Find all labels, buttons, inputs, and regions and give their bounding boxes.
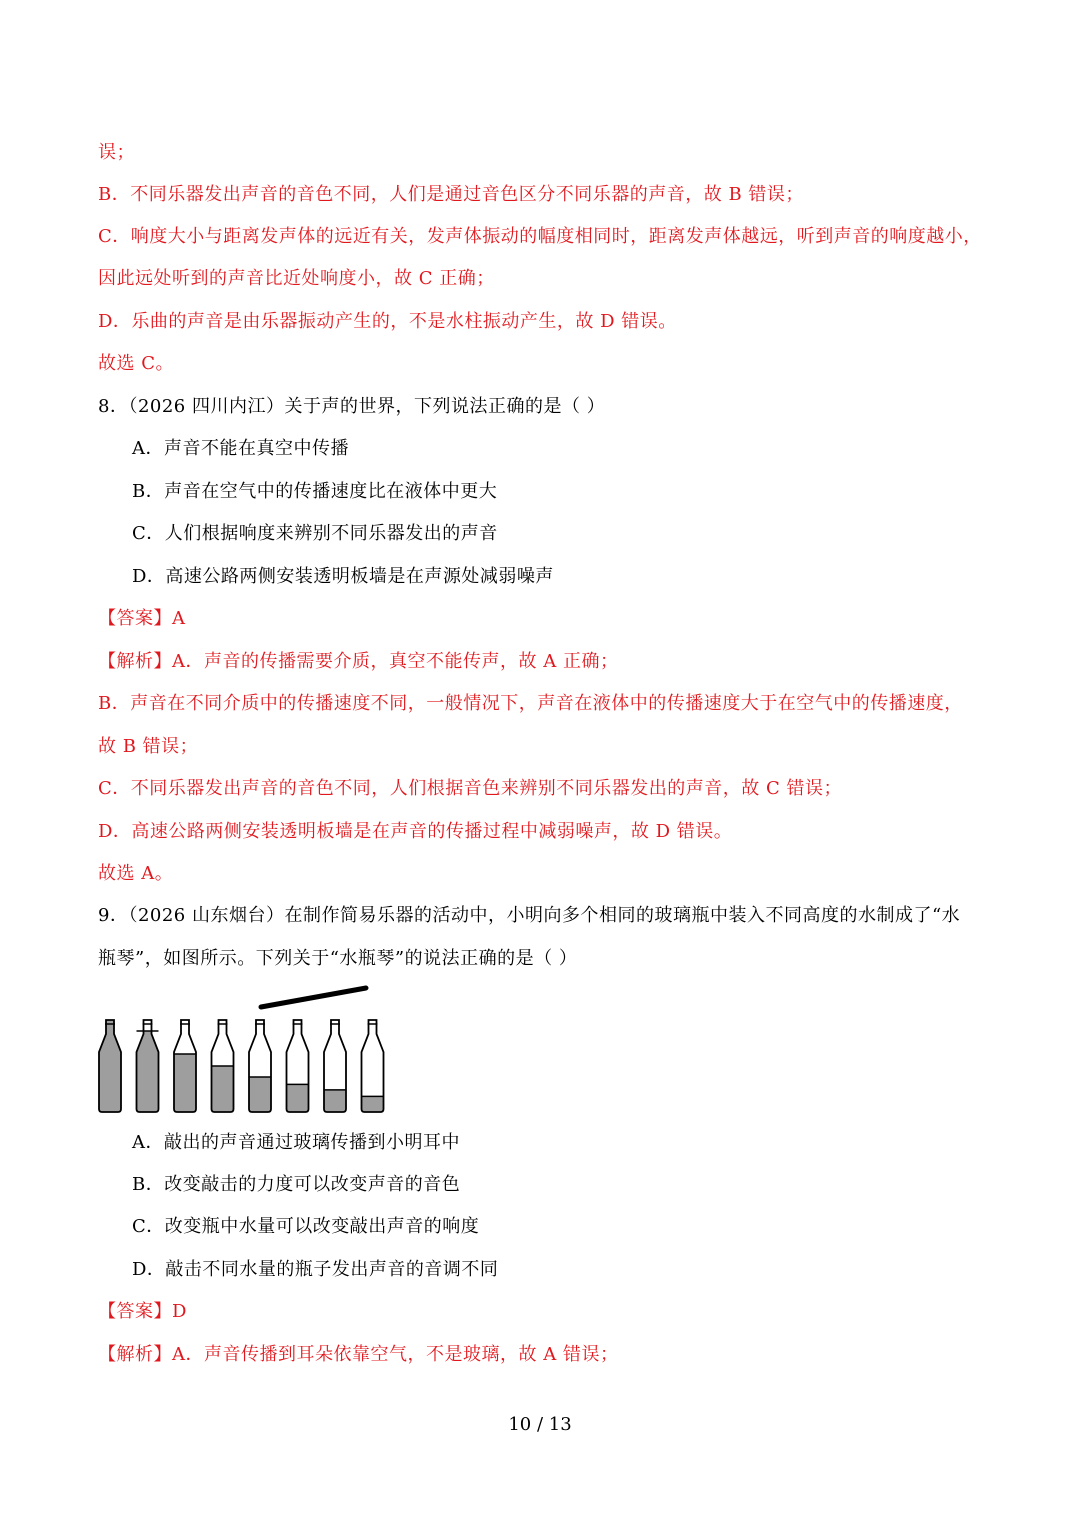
analysis-tag: 【解析】 [98, 1344, 172, 1365]
q8-analysis-b: B．声音在不同介质中的传播速度不同，一般情况下，声音在液体中的传播速度大于在空气中的传播速度， [98, 693, 963, 714]
analysis-tag: 【解析】 [98, 651, 172, 672]
bottle-water [247, 1077, 273, 1114]
q8-option-d: D．高速公路两侧安装透明板墙是在声源处减弱噪声 [132, 566, 554, 587]
q9-option-b: B．改变敲击的力度可以改变声音的音色 [132, 1174, 461, 1195]
conclusion-line: 故选 C。 [98, 353, 174, 374]
question-9-stem-line1: 9．（2026 山东烟台）在制作简易乐器的活动中，小明向多个相同的玻璃瓶中装入不同高度的水制成了“水 [98, 905, 961, 926]
bottle-water [135, 1031, 161, 1114]
answer-tag: 【答案】 [98, 1301, 172, 1322]
analysis-line: D．乐曲的声音是由乐器振动产生的，不是水柱振动产生，故 D 错误。 [98, 311, 677, 332]
answer-tag: 【答案】 [98, 608, 172, 629]
q9-option-a: A．敲出的声音通过玻璃传播到小明耳中 [132, 1132, 460, 1153]
q9-option-c: C．改变瓶中水量可以改变敲出声音的响度 [132, 1216, 480, 1237]
striker-stick [261, 988, 366, 1007]
q8-analysis-c: C．不同乐器发出声音的音色不同，人们根据音色来辨别不同乐器发出的声音，故 C 错误； [98, 778, 842, 799]
bottle-water [210, 1066, 236, 1114]
q8-option-c: C．人们根据响度来辨别不同乐器发出的声音 [132, 523, 498, 544]
bottle-water [322, 1090, 348, 1114]
q8-option-a: A．声音不能在真空中传播 [132, 438, 349, 459]
q9-answer [98, 1300, 187, 1324]
analysis-text: A．声音传播到耳朵依靠空气，不是玻璃，故 A 错误； [172, 1344, 619, 1365]
q8-answer [98, 607, 186, 631]
analysis-line: 误； [98, 142, 135, 163]
bottle-water [97, 1020, 123, 1114]
water-bottle-figure [96, 982, 396, 1117]
q8-analysis-d: D．高速公路两侧安装透明板墙是在声音的传播过程中减弱噪声，故 D 错误。 [98, 821, 733, 842]
q8-analysis-a [98, 650, 618, 674]
bottle-water [172, 1054, 198, 1114]
analysis-line: B．不同乐器发出声音的音色不同，人们是通过音色区分不同乐器的声音，故 B 错误； [98, 184, 804, 205]
answer-value: A [172, 608, 186, 629]
answer-value: D [172, 1301, 187, 1322]
question-8-stem: 8．（2026 四川内江）关于声的世界，下列说法正确的是（ ） [98, 396, 606, 417]
bottle-group [97, 1020, 386, 1114]
page-number: 10 / 13 [508, 1414, 572, 1435]
q9-option-d: D．敲击不同水量的瓶子发出声音的音调不同 [132, 1259, 499, 1280]
analysis-line: C．响度大小与距离发声体的远近有关，发声体振动的幅度相同时，距离发声体越远，听到声音的响度越小， [98, 226, 982, 247]
question-9-stem-line2: 瓶琴”，如图所示。下列关于“水瓶琴”的说法正确的是（ ） [98, 948, 578, 969]
q8-analysis-b-cont: 故 B 错误； [98, 736, 199, 757]
bottle-water [285, 1084, 311, 1114]
q9-analysis-a [98, 1343, 618, 1367]
analysis-text: A．声音的传播需要介质，真空不能传声，故 A 正确； [172, 651, 619, 672]
analysis-line: 因此远处听到的声音比近处响度小，故 C 正确； [98, 268, 495, 289]
q8-conclusion: 故选 A。 [98, 863, 174, 884]
q8-option-b: B．声音在空气中的传播速度比在液体中更大 [132, 481, 498, 502]
